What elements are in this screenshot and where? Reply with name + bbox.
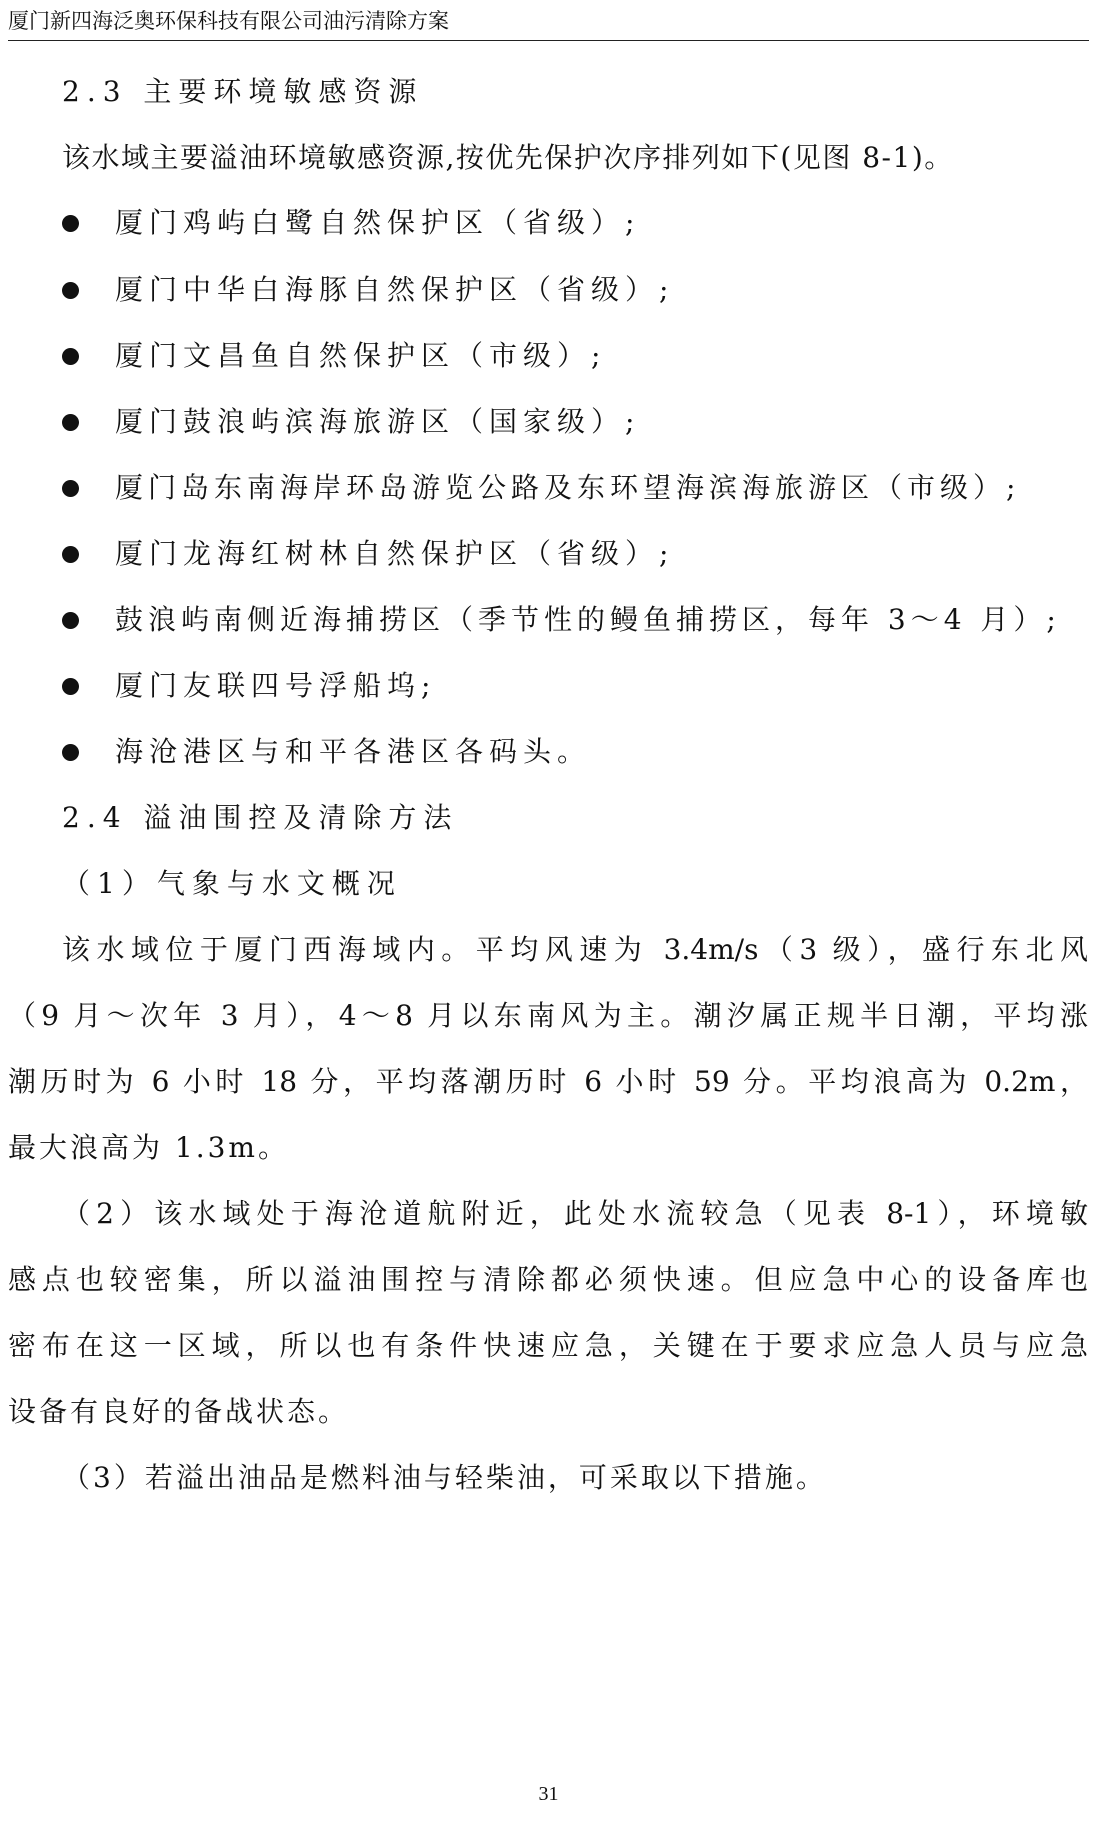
- bullet-icon: [62, 744, 79, 761]
- header-divider: [8, 40, 1089, 41]
- list-item: [0, 336, 1097, 376]
- list-item: [0, 203, 1097, 243]
- list-item-text: 厦门龙海红树林自然保护区（省级）;: [115, 537, 675, 570]
- paragraph-line: 密布在这一区域，所以也有条件快速应急，关键在于要求应急人员与应急: [8, 1329, 1088, 1362]
- list-item-text: 厦门鼓浪屿滨海旅游区（国家级）;: [115, 405, 641, 438]
- bullet-icon: [62, 348, 79, 365]
- bullet-icon: [62, 480, 79, 497]
- list-item: [0, 534, 1097, 574]
- bullet-icon: [62, 612, 79, 629]
- list-item-text: 厦门岛东南海岸环岛游览公路及东环望海滨海旅游区（市级）;: [115, 471, 1021, 504]
- list-item-text: 厦门友联四号浮船坞;: [115, 669, 437, 702]
- list-item-text: 厦门中华白海豚自然保护区（省级）;: [115, 273, 675, 306]
- bullet-icon: [62, 414, 79, 431]
- section-2-3-intro: 该水域主要溢油环境敏感资源,按优先保护次序排列如下(见图 8-1)。: [62, 141, 954, 174]
- list-item: [0, 402, 1097, 442]
- list-item: [0, 270, 1097, 310]
- list-item-text: 厦门文昌鱼自然保护区（市级）;: [115, 339, 607, 372]
- section-2-4-heading: 2.4 溢油围控及清除方法: [62, 801, 459, 834]
- bullet-icon: [62, 215, 79, 232]
- bullet-icon: [62, 546, 79, 563]
- list-item: [0, 600, 1097, 640]
- list-item: [0, 732, 1097, 772]
- paragraph-line: （2）该水域处于海沧道航附近，此处水流较急（见表 8-1），环境敏: [62, 1197, 1088, 1230]
- paragraph-line: 感点也较密集，所以溢油围控与清除都必须快速。但应急中心的设备库也: [8, 1263, 1088, 1296]
- running-header: 厦门新四海泛奥环保科技有限公司油污清除方案: [8, 9, 449, 33]
- section-2-3-heading: 2.3 主要环境敏感资源: [62, 75, 424, 108]
- list-item-text: 海沧港区与和平各港区各码头。: [115, 735, 592, 768]
- subsection-3-heading: （3）若溢出油品是燃料油与轻柴油，可采取以下措施。: [62, 1461, 827, 1494]
- paragraph-line: （9 月～次年 3 月），4～8 月以东南风为主。潮汐属正规半日潮，平均涨: [8, 999, 1088, 1032]
- list-item: [0, 666, 1097, 706]
- paragraph-line: 设备有良好的备战状态。: [8, 1395, 350, 1428]
- bullet-icon: [62, 282, 79, 299]
- paragraph-line: 潮历时为 6 小时 18 分，平均落潮历时 6 小时 59 分。平均浪高为 0.2m，: [8, 1065, 1088, 1098]
- subsection-1-heading: （1）气象与水文概况: [62, 867, 402, 900]
- list-item-text: 鼓浪屿南侧近海捕捞区（季节性的鳗鱼捕捞区，每年 3～4 月）;: [115, 603, 1061, 636]
- list-item: [0, 468, 1097, 508]
- bullet-icon: [62, 678, 79, 695]
- paragraph-line: 最大浪高为 1.3m。: [8, 1131, 289, 1164]
- page-number: 31: [538, 1783, 559, 1805]
- list-item-text: 厦门鸡屿白鹭自然保护区（省级）;: [115, 206, 641, 239]
- paragraph-line: 该水域位于厦门西海域内。平均风速为 3.4m/s（3 级），盛行东北风: [62, 933, 1088, 966]
